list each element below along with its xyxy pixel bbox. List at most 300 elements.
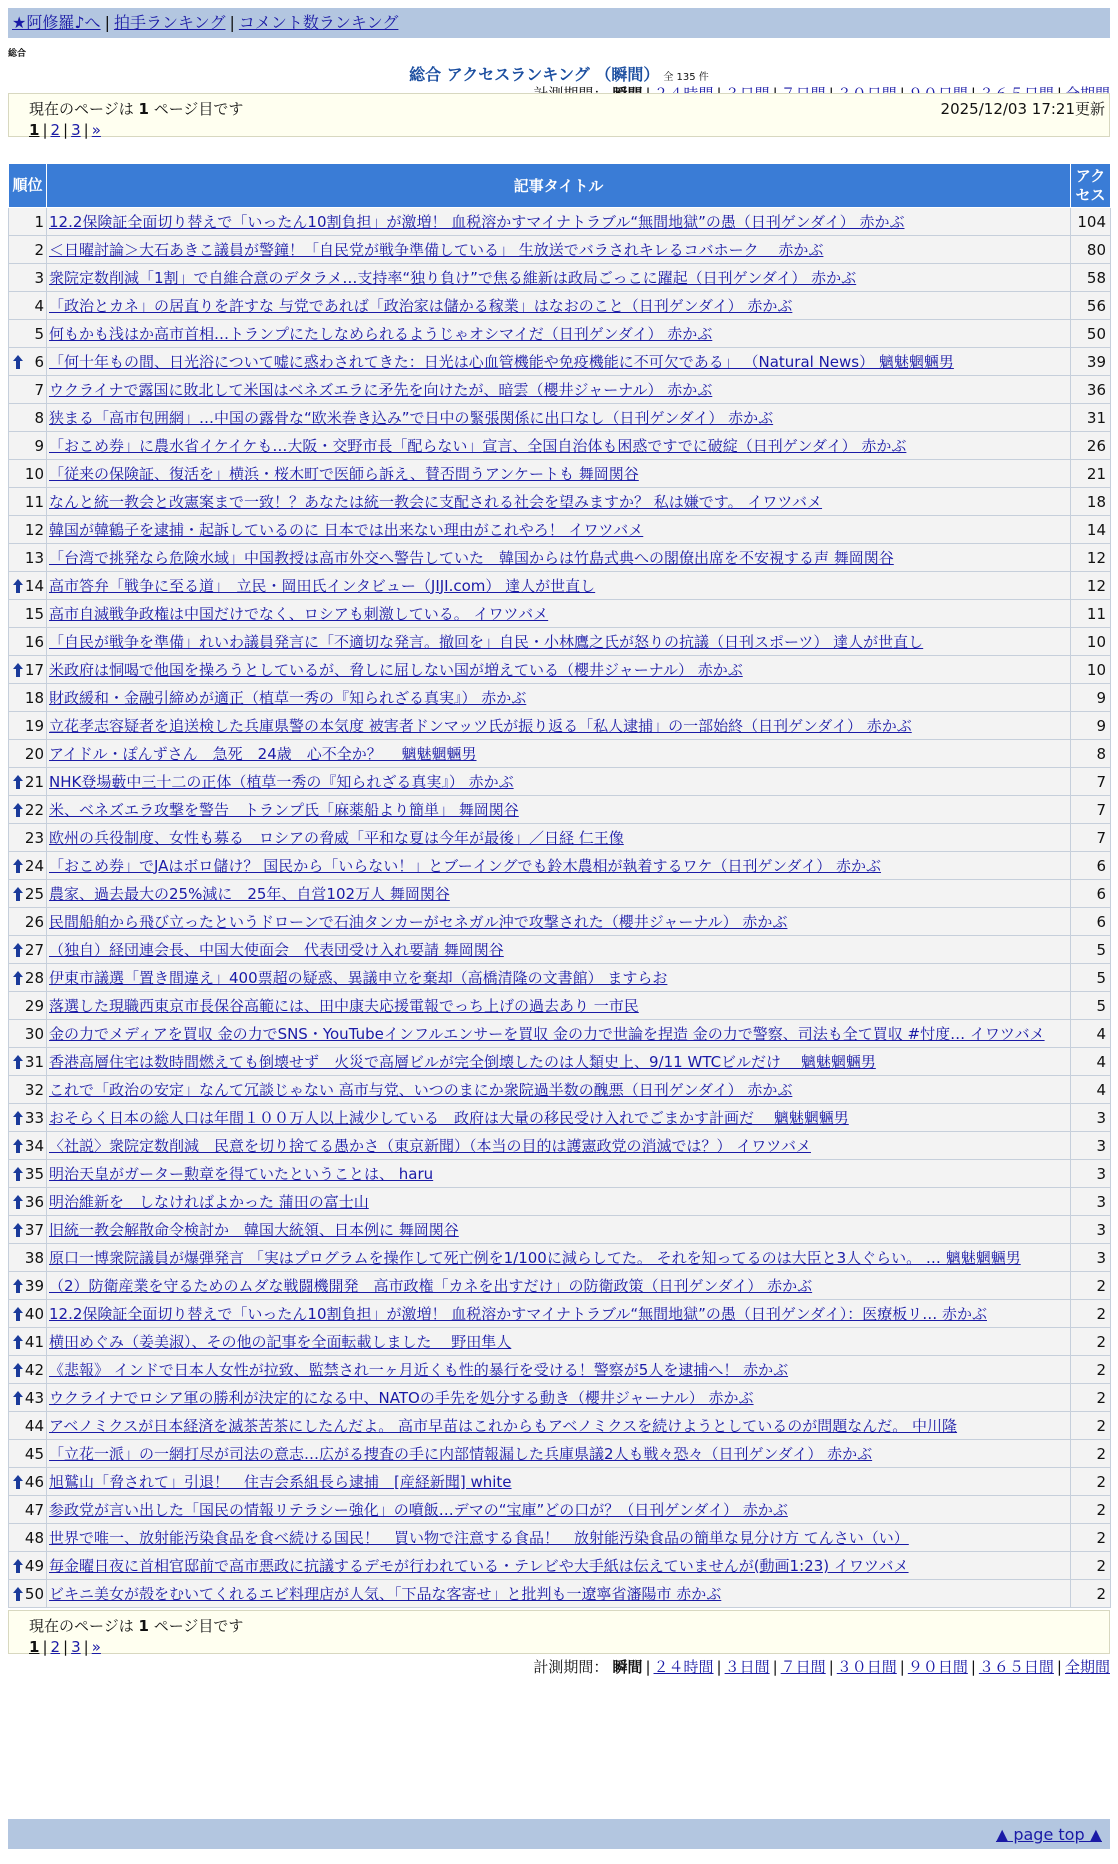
rank-cell xyxy=(9,1020,47,1048)
table-row xyxy=(9,404,1111,432)
title-cell xyxy=(47,488,1071,516)
rank-up-arrow-icon xyxy=(13,971,23,985)
current-page-prefix: 現在のページは xyxy=(29,100,134,118)
rank-cell xyxy=(9,488,47,516)
rank-number: 21 xyxy=(24,772,44,791)
table-row xyxy=(9,1104,1111,1132)
access-count: 56 xyxy=(1071,292,1111,320)
access-count: 11 xyxy=(1071,600,1111,628)
page-link-2[interactable]: 3 xyxy=(71,121,81,139)
table-row xyxy=(9,572,1111,600)
table-row xyxy=(9,544,1111,572)
home-link[interactable]: ★阿修羅♪へ xyxy=(12,13,101,32)
rank-cell xyxy=(9,964,47,992)
rank-number: 19 xyxy=(24,716,44,735)
rank-cell xyxy=(9,992,47,1020)
article-title-link[interactable]: 《悲報》 インドで日本人女性が拉致、監禁され一ヶ月近くも性的暴行を受ける！警察が5人を逮捕へ！ 赤かぶ xyxy=(49,1360,789,1379)
rank-up-arrow-icon xyxy=(13,1307,23,1321)
table-row xyxy=(9,460,1111,488)
footer-bar xyxy=(8,1819,1110,1849)
rank-up-arrow-icon xyxy=(13,1055,23,1069)
title-cell xyxy=(47,796,1071,824)
page-link-3[interactable]: » xyxy=(91,121,101,139)
article-title-link[interactable]: 農家、過去最大の25%減に 25年、自営102万人 舞岡関谷 xyxy=(49,884,450,903)
page-link-current[interactable]: 1 xyxy=(29,1638,40,1656)
rank-cell xyxy=(9,1580,47,1608)
article-title-link[interactable]: 「自民が戦争を準備」れいわ議員発言に「不適切な発言。撤回を」自民・小林鷹之氏が怒りの抗議（日刊スポーツ） 達人が世直し xyxy=(49,632,924,651)
current-page-number: 1 xyxy=(138,100,149,118)
section-label: 総合 xyxy=(8,49,27,59)
title-cell xyxy=(47,852,1071,880)
rank-cell xyxy=(9,600,47,628)
article-title-link[interactable]: 「おこめ券」でJAはボロ儲け？ 国民から「いらない！」とブーイングでも鈴木農相が執着するワケ（日刊ゲンダイ） 赤かぶ xyxy=(49,856,882,875)
access-count: 2 xyxy=(1071,1384,1111,1412)
title-cell xyxy=(47,992,1071,1020)
article-title-link[interactable]: 高市自滅戦争政権は中国だけでなく、ロシアも刺激している。 イワツバメ xyxy=(49,604,549,623)
period-link-5[interactable]: ９０日間 xyxy=(907,1658,968,1676)
period-link-4[interactable]: ３０日間 xyxy=(836,1658,897,1676)
rank-number: 24 xyxy=(24,856,44,875)
access-count: 14 xyxy=(1071,516,1111,544)
rank-cell xyxy=(9,936,47,964)
rank-cell xyxy=(9,1440,47,1468)
updated-timestamp: 2025/12/03 17:21更新 xyxy=(940,100,1105,118)
article-title-link[interactable]: これで「政治の安定」なんて冗談じゃない 高市与党、いつのまにか衆院過半数の醜悪（日刊ゲンダイ） 赤かぶ xyxy=(49,1080,793,1099)
current-page-number: 1 xyxy=(138,1617,149,1635)
article-title-link[interactable]: 金の力でメディアを買収 金の力でSNS・YouTubeインフルエンサーを買収 金の力で世論を捏造 金の力で警察、司法も全て買収 #忖度… イワツバメ xyxy=(49,1024,1045,1043)
rank-cell xyxy=(9,740,47,768)
article-title-link[interactable]: 落選した現職西東京市長保谷高範には、田中康夫応援電報でっち上げの過去あり 一市民 xyxy=(49,996,639,1015)
rank-cell xyxy=(9,376,47,404)
access-count: 6 xyxy=(1071,908,1111,936)
access-count: 7 xyxy=(1071,768,1111,796)
title-cell xyxy=(47,376,1071,404)
table-row xyxy=(9,712,1111,740)
title-cell xyxy=(47,1468,1071,1496)
rank-number: 14 xyxy=(24,576,44,595)
rank-number: 11 xyxy=(24,492,44,511)
rank-cell xyxy=(9,320,47,348)
rank-up-arrow-icon xyxy=(13,803,23,817)
rank-cell xyxy=(9,1188,47,1216)
table-row xyxy=(9,936,1111,964)
rank-cell xyxy=(9,880,47,908)
article-title-link[interactable]: 原口一博衆院議員が爆弾発言 「実はプログラムを操作して死亡例を1/100に減らしてた。 それを知ってるのは大臣と3人ぐらい。 … 魑魅魍魎男 xyxy=(49,1248,1021,1267)
title-cell xyxy=(47,292,1071,320)
period-link-3[interactable]: ７日間 xyxy=(780,1658,826,1676)
title-cell xyxy=(47,1076,1071,1104)
article-title-link[interactable]: 「従来の保険証、復活を」横浜・桜木町で医師ら訴え、賛否問うアンケートも 舞岡関谷 xyxy=(49,464,639,483)
rank-cell xyxy=(9,796,47,824)
rank-cell xyxy=(9,852,47,880)
article-title-link[interactable]: ウクライナでロシア軍の勝利が決定的になる中、NATOの手先を処分する動き（櫻井ジャーナル） 赤かぶ xyxy=(49,1388,754,1407)
table-row xyxy=(9,1272,1111,1300)
pagination-bottom xyxy=(29,1638,101,1656)
access-count: 2 xyxy=(1071,1468,1111,1496)
article-title-link[interactable]: 立花孝志容疑者を追送検した兵庫県警の本気度 被害者ドンマッツ氏が振り返る「私人逮捕」の一部始終（日刊ゲンダイ） 赤かぶ xyxy=(49,716,912,735)
rank-column-header: 順位 xyxy=(9,164,47,208)
table-row xyxy=(9,320,1111,348)
article-title-link[interactable]: 12.2保険証全面切り替えで「いったん10割負担」が激増！ 血税溶かすマイナトラブル“無間地獄”の愚（日刊ゲンダイ） 赤かぶ xyxy=(49,212,905,231)
title-cell xyxy=(47,1440,1071,1468)
rank-cell xyxy=(9,544,47,572)
rank-number: 6 xyxy=(34,352,44,371)
rank-cell xyxy=(9,516,47,544)
article-title-link[interactable]: 〈社説〉衆院定数削減 民意を切り捨てる愚かさ（東京新聞）（本当の目的は護憲政党の消滅では？） イワツバメ xyxy=(49,1136,811,1155)
article-title-link[interactable]: 12.2保険証全面切り替えで「いったん10割負担」が激増！ 血税溶かすマイナトラブル“無間地獄”の愚（日刊ゲンダイ）：医療板リ… 赤かぶ xyxy=(49,1304,987,1323)
title-cell xyxy=(47,1328,1071,1356)
title-cell xyxy=(47,600,1071,628)
table-row xyxy=(9,1300,1111,1328)
article-title-link[interactable]: ビキニ美女が殻をむいてくれるエビ料理店が人気、「下品な客寄せ」と批判も一遼寧省瀋陽市 赤かぶ xyxy=(49,1584,722,1603)
current-page-prefix: 現在のページは xyxy=(29,1617,134,1635)
article-title-link[interactable]: 韓国が韓鶴子を逮捕・起訴しているのに 日本では出来ない理由がこれやろ！ イワツバメ xyxy=(49,520,644,539)
rank-number: 49 xyxy=(24,1556,44,1575)
article-title-link[interactable]: おそらく日本の総人口は年間１００万人以上減少している 政府は大量の移民受け入れでごまかす計画だ 魑魅魍魎男 xyxy=(49,1108,849,1127)
rank-up-arrow-icon xyxy=(13,1111,23,1125)
title-cell xyxy=(47,1272,1071,1300)
title-cell xyxy=(47,684,1071,712)
table-row xyxy=(9,1048,1111,1076)
period-link-7[interactable]: 全期間 xyxy=(1064,1658,1110,1676)
rank-number: 33 xyxy=(24,1108,44,1127)
access-count: 12 xyxy=(1071,572,1111,600)
article-title-link[interactable]: 「政治とカネ」の居直りを許すな 与党であれば「政治家は儲かる稼業」はなおのこと（日刊ゲンダイ） 赤かぶ xyxy=(49,296,793,315)
title-cell xyxy=(47,348,1071,376)
access-count: 2 xyxy=(1071,1272,1111,1300)
access-count: 2 xyxy=(1071,1328,1111,1356)
article-title-link[interactable]: 明治維新を しなければよかった 蒲田の富士山 xyxy=(49,1192,369,1211)
hakushu-ranking-link[interactable]: 拍手ランキング xyxy=(113,13,226,32)
rank-up-arrow-icon xyxy=(13,859,23,873)
rank-cell xyxy=(9,460,47,488)
title-cell xyxy=(47,936,1071,964)
rank-number: 12 xyxy=(24,520,44,539)
rank-number: 7 xyxy=(34,380,44,399)
access-count: 4 xyxy=(1071,1076,1111,1104)
access-count: 36 xyxy=(1071,376,1111,404)
title-cell xyxy=(47,1188,1071,1216)
rank-number: 23 xyxy=(24,828,44,847)
page-title xyxy=(0,62,1118,85)
title-cell xyxy=(47,1244,1071,1272)
article-title-link[interactable]: 「何十年もの間、日光浴について嘘に惑わされてきた：日光は心血管機能や免疫機能に不可欠である」 （Natural News） 魑魅魍魎男 xyxy=(49,352,954,371)
table-row xyxy=(9,1440,1111,1468)
title-cell xyxy=(47,264,1071,292)
article-title-link[interactable]: ウクライナで露国に敗北して米国はベネズエラに矛先を向けたが、暗雲（櫻井ジャーナル） 赤かぶ xyxy=(49,380,713,399)
rank-cell xyxy=(9,1132,47,1160)
article-title-link[interactable]: ＜日曜討論＞大石あきこ議員が警鐘！「自民党が戦争準備している」 生放送でバラされキレるコバホーク 赤かぶ xyxy=(49,240,824,259)
rank-cell xyxy=(9,824,47,852)
page-top-link[interactable]: ▲ page top ▲ xyxy=(995,1825,1102,1844)
access-column-header: アクセス xyxy=(1071,164,1111,208)
nav-separator: | xyxy=(104,13,110,32)
article-title-link[interactable]: （2）防衛産業を守るためのムダな戦闘機開発 高市政権「カネを出すだけ」の防衛政策（日刊ゲンダイ） 赤かぶ xyxy=(49,1276,813,1295)
access-count: 3 xyxy=(1071,1132,1111,1160)
title-cell xyxy=(47,1412,1071,1440)
comment-ranking-link[interactable]: コメント数ランキング xyxy=(238,13,399,32)
rank-number: 41 xyxy=(24,1332,44,1351)
article-title-link[interactable]: 「おこめ券」に農水省イケイケも…大阪・交野市長「配らない」宣言、全国自治体も困惑ですでに破綻（日刊ゲンダイ） 赤かぶ xyxy=(49,436,907,455)
rank-number: 3 xyxy=(34,268,44,287)
rank-cell xyxy=(9,1468,47,1496)
period-label: 計測期間： xyxy=(533,1658,609,1676)
period-link-1[interactable]: ２４時間 xyxy=(653,1658,714,1676)
rank-up-arrow-icon xyxy=(13,1559,23,1573)
access-count: 2 xyxy=(1071,1300,1111,1328)
table-row xyxy=(9,264,1111,292)
article-title-link[interactable]: アベノミクスが日本経済を滅茶苦茶にしたんだよ。 高市早苗はこれからもアベノミクスを続けようとしているのが問題なんだ。 中川隆 xyxy=(49,1416,958,1435)
rank-cell xyxy=(9,1384,47,1412)
access-count: 31 xyxy=(1071,404,1111,432)
article-title-link[interactable]: 米政府は恫喝で他国を操ろうとしているが、脅しに屈しない国が増えている（櫻井ジャーナル） 赤かぶ xyxy=(49,660,743,679)
access-count: 39 xyxy=(1071,348,1111,376)
table-header-row xyxy=(9,164,1111,208)
table-row xyxy=(9,1356,1111,1384)
title-cell xyxy=(47,1580,1071,1608)
rank-cell xyxy=(9,208,47,236)
rank-number: 48 xyxy=(24,1528,44,1547)
title-cell xyxy=(47,656,1071,684)
article-title-link[interactable]: 衆院定数削減「1割」で自維合意のデタラメ…支持率“独り負け”で焦る維新は政局ごっこに躍起（日刊ゲンダイ） 赤かぶ xyxy=(49,268,857,287)
rank-up-arrow-icon xyxy=(13,1139,23,1153)
article-title-link[interactable]: 「台湾で挑発なら危険水域」中国教授は高市外交へ警告していた 韓国からは竹島式典への閣僚出席を不安視する声 舞岡関谷 xyxy=(49,548,894,567)
access-count: 8 xyxy=(1071,740,1111,768)
rank-number: 1 xyxy=(34,212,44,231)
table-row xyxy=(9,516,1111,544)
rank-number: 5 xyxy=(34,324,44,343)
rank-up-arrow-icon xyxy=(13,887,23,901)
rank-cell xyxy=(9,1272,47,1300)
rank-up-arrow-icon xyxy=(13,663,23,677)
access-count: 3 xyxy=(1071,1216,1111,1244)
page-separator: | xyxy=(63,121,69,139)
title-cell xyxy=(47,712,1071,740)
access-count: 10 xyxy=(1071,656,1111,684)
article-title-link[interactable]: 欧州の兵役制度、女性も募る ロシアの脅威「平和な夏は今年が最後」／日経 仁王像 xyxy=(49,828,624,847)
access-count: 2 xyxy=(1071,1524,1111,1552)
rank-number: 47 xyxy=(24,1500,44,1519)
period-link-6[interactable]: ３６５日間 xyxy=(978,1658,1054,1676)
table-row xyxy=(9,1216,1111,1244)
access-count: 4 xyxy=(1071,1048,1111,1076)
rank-cell xyxy=(9,1216,47,1244)
period-current: 瞬間 xyxy=(612,1658,643,1676)
article-title-link[interactable]: 旭鷲山「脅されて」引退！ 住吉会系組長ら逮捕 [産経新聞] white xyxy=(49,1472,512,1491)
title-cell xyxy=(47,1300,1071,1328)
access-count: 7 xyxy=(1071,796,1111,824)
rank-up-arrow-icon xyxy=(13,943,23,957)
current-page-text-bottom xyxy=(29,1615,243,1636)
article-title-link[interactable]: 明治天皇がガーター勲章を得ていたということは、 haru xyxy=(49,1164,434,1183)
rank-cell xyxy=(9,712,47,740)
table-row xyxy=(9,852,1111,880)
rank-number: 8 xyxy=(34,408,44,427)
table-row xyxy=(9,656,1111,684)
rank-cell xyxy=(9,1356,47,1384)
rank-number: 28 xyxy=(24,968,44,987)
rank-number: 9 xyxy=(34,436,44,455)
article-title-link[interactable]: 参政党が言い出した「国民の情報リテラシー強化」の噴飯…デマの“宝庫”どの口が？（日刊ゲンダイ） 赤かぶ xyxy=(49,1500,788,1519)
article-title-link[interactable]: NHK登場藪中三十二の正体（植草一秀の『知られざる真実』） 赤かぶ xyxy=(49,772,514,791)
article-title-link[interactable]: 横田めぐみ（姜美淑）、その他の記事を全面転載しました 野田隼人 xyxy=(49,1332,512,1351)
rank-up-arrow-icon xyxy=(13,355,23,369)
table-row xyxy=(9,1076,1111,1104)
rank-number: 42 xyxy=(24,1360,44,1379)
article-title-link[interactable]: 何もかも浅はか高市首相…トランプにたしなめられるようじゃオシマイだ（日刊ゲンダイ） 赤かぶ xyxy=(49,324,713,343)
title-column-header: 記事タイトル xyxy=(47,164,1071,208)
period-separator: | xyxy=(772,1658,778,1676)
rank-number: 34 xyxy=(24,1136,44,1155)
rank-number: 20 xyxy=(24,744,44,763)
rank-up-arrow-icon xyxy=(13,1279,23,1293)
period-selector-bottom xyxy=(533,1656,1110,1678)
rank-number: 30 xyxy=(24,1024,44,1043)
period-separator: | xyxy=(899,1658,905,1676)
title-cell xyxy=(47,460,1071,488)
pager-box-bottom xyxy=(8,1610,1110,1654)
rank-up-arrow-icon xyxy=(13,579,23,593)
access-count: 21 xyxy=(1071,460,1111,488)
table-row xyxy=(9,796,1111,824)
table-row xyxy=(9,1580,1111,1608)
rank-number: 13 xyxy=(24,548,44,567)
article-title-link[interactable]: 狭まる「高市包囲網」…中国の露骨な“欧米巻き込み”で日中の緊張関係に出口なし（日刊ゲンダイ） 赤かぶ xyxy=(49,408,774,427)
table-row xyxy=(9,1244,1111,1272)
page-link-current[interactable]: 1 xyxy=(29,121,40,139)
article-title-link[interactable]: アイドル・ぽんずさん 急死 24歳 心不全か？ 魑魅魍魎男 xyxy=(49,744,477,763)
rank-cell xyxy=(9,1076,47,1104)
title-cell xyxy=(47,432,1071,460)
page-link-3[interactable]: » xyxy=(91,1638,101,1656)
article-title-link[interactable]: 「立花一派」の一網打尽が司法の意志…広がる捜査の手に内部情報漏した兵庫県議2人も戦々恐々（日刊ゲンダイ） 赤かぶ xyxy=(49,1444,873,1463)
table-row xyxy=(9,1496,1111,1524)
access-count: 2 xyxy=(1071,1552,1111,1580)
table-row xyxy=(9,1132,1111,1160)
access-count: 2 xyxy=(1071,1496,1111,1524)
table-row xyxy=(9,208,1111,236)
title-cell xyxy=(47,1356,1071,1384)
rank-number: 32 xyxy=(24,1080,44,1099)
rank-number: 50 xyxy=(24,1584,44,1603)
rank-number: 38 xyxy=(24,1248,44,1267)
access-count: 2 xyxy=(1071,1440,1111,1468)
rank-number: 16 xyxy=(24,632,44,651)
access-count: 5 xyxy=(1071,936,1111,964)
article-title-link[interactable]: 毎金曜日夜に首相官邸前で高市悪政に抗議するデモが行われている・テレビや大手紙は伝えていませんが(動画1:23) イワツバメ xyxy=(49,1556,909,1575)
rank-up-arrow-icon xyxy=(13,1391,23,1405)
table-row xyxy=(9,1328,1111,1356)
table-row xyxy=(9,432,1111,460)
access-count: 80 xyxy=(1071,236,1111,264)
page-link-1[interactable]: 2 xyxy=(50,1638,61,1656)
rank-up-arrow-icon xyxy=(13,1223,23,1237)
access-count: 4 xyxy=(1071,1020,1111,1048)
rank-number: 22 xyxy=(24,800,44,819)
current-page-text xyxy=(29,98,243,119)
nav-separator: | xyxy=(229,13,235,32)
access-count: 10 xyxy=(1071,628,1111,656)
title-cell xyxy=(47,1524,1071,1552)
title-cell xyxy=(47,1132,1071,1160)
access-count: 3 xyxy=(1071,1160,1111,1188)
rank-number: 45 xyxy=(24,1444,44,1463)
period-link-2[interactable]: ３日間 xyxy=(724,1658,770,1676)
article-title-link[interactable]: なんと統一教会と改憲案まで一致！？あなたは統一教会に支配される社会を望みますか？ 私は嫌です。 イワツバメ xyxy=(49,492,823,511)
title-cell xyxy=(47,236,1071,264)
ranking-table xyxy=(8,163,1111,1608)
access-count: 9 xyxy=(1071,712,1111,740)
rank-cell xyxy=(9,572,47,600)
access-count: 7 xyxy=(1071,824,1111,852)
table-row xyxy=(9,1468,1111,1496)
period-separator: | xyxy=(716,1658,722,1676)
article-title-link[interactable]: 高市答弁「戦争に至る道」 立民・岡田氏インタビュー（JIJI.com） 達人が世直し xyxy=(49,576,596,595)
article-title-link[interactable]: 民間船舶から飛び立ったというドローンで石油タンカーがセネガル沖で攻撃された（櫻井ジャーナル） 赤かぶ xyxy=(49,912,788,931)
article-title-link[interactable]: 旧統一教会解散命令検討か 韓国大統領、日本例に 舞岡関谷 xyxy=(49,1220,459,1239)
rank-cell xyxy=(9,1160,47,1188)
access-count: 5 xyxy=(1071,992,1111,1020)
access-count: 5 xyxy=(1071,964,1111,992)
rank-up-arrow-icon xyxy=(13,1363,23,1377)
rank-cell xyxy=(9,348,47,376)
page-link-1[interactable]: 2 xyxy=(50,121,61,139)
access-count: 6 xyxy=(1071,880,1111,908)
article-title-link[interactable]: （独自）経団連会長、中国大使面会 代表団受け入れ要請 舞岡関谷 xyxy=(49,940,504,959)
rank-up-arrow-icon xyxy=(13,775,23,789)
article-title-link[interactable]: 財政緩和・金融引締めが適正（植草一秀の『知られざる真実』） 赤かぶ xyxy=(49,688,527,707)
access-count: 104 xyxy=(1071,208,1111,236)
table-row xyxy=(9,348,1111,376)
access-count: 2 xyxy=(1071,1412,1111,1440)
access-count: 2 xyxy=(1071,1356,1111,1384)
table-row xyxy=(9,1524,1111,1552)
rank-cell xyxy=(9,1496,47,1524)
table-row xyxy=(9,964,1111,992)
title-cell xyxy=(47,404,1071,432)
access-count: 3 xyxy=(1071,1244,1111,1272)
rank-number: 10 xyxy=(24,464,44,483)
page-separator: | xyxy=(42,1638,48,1656)
title-cell xyxy=(47,880,1071,908)
rank-number: 26 xyxy=(24,912,44,931)
rank-cell xyxy=(9,1300,47,1328)
title-cell xyxy=(47,320,1071,348)
page-separator: | xyxy=(83,1638,89,1656)
access-count: 12 xyxy=(1071,544,1111,572)
rank-number: 29 xyxy=(24,996,44,1015)
access-count: 18 xyxy=(1071,488,1111,516)
article-title-link[interactable]: 香港高層住宅は数時間燃えても倒壊せず 火災で高層ビルが完全倒壊したのは人類史上、9/11 WTCビルだけ 魑魅魍魎男 xyxy=(49,1052,876,1071)
rank-cell xyxy=(9,768,47,796)
title-cell xyxy=(47,1048,1071,1076)
rank-cell xyxy=(9,628,47,656)
title-cell xyxy=(47,544,1071,572)
article-title-link[interactable]: 世界で唯一、放射能汚染食品を食べ続ける国民！ 買い物で注意する食品！ 放射能汚染食品の簡単な見分け方 てんさい（い） xyxy=(49,1528,909,1547)
access-count: 50 xyxy=(1071,320,1111,348)
table-row xyxy=(9,1020,1111,1048)
table-row xyxy=(9,1188,1111,1216)
period-separator: | xyxy=(828,1658,834,1676)
table-row xyxy=(9,768,1111,796)
page-link-2[interactable]: 3 xyxy=(71,1638,81,1656)
article-title-link[interactable]: 米、ベネズエラ攻撃を警告 トランプ氏「麻薬船より簡単」 舞岡関谷 xyxy=(49,800,519,819)
rank-cell xyxy=(9,1048,47,1076)
rank-number: 27 xyxy=(24,940,44,959)
period-separator: | xyxy=(1056,1658,1062,1676)
article-title-link[interactable]: 伊東市議選「置き間違え」400票超の疑惑、異議申立を棄却（高橋清隆の文書館） ますらお xyxy=(49,968,668,987)
rank-number: 31 xyxy=(24,1052,44,1071)
